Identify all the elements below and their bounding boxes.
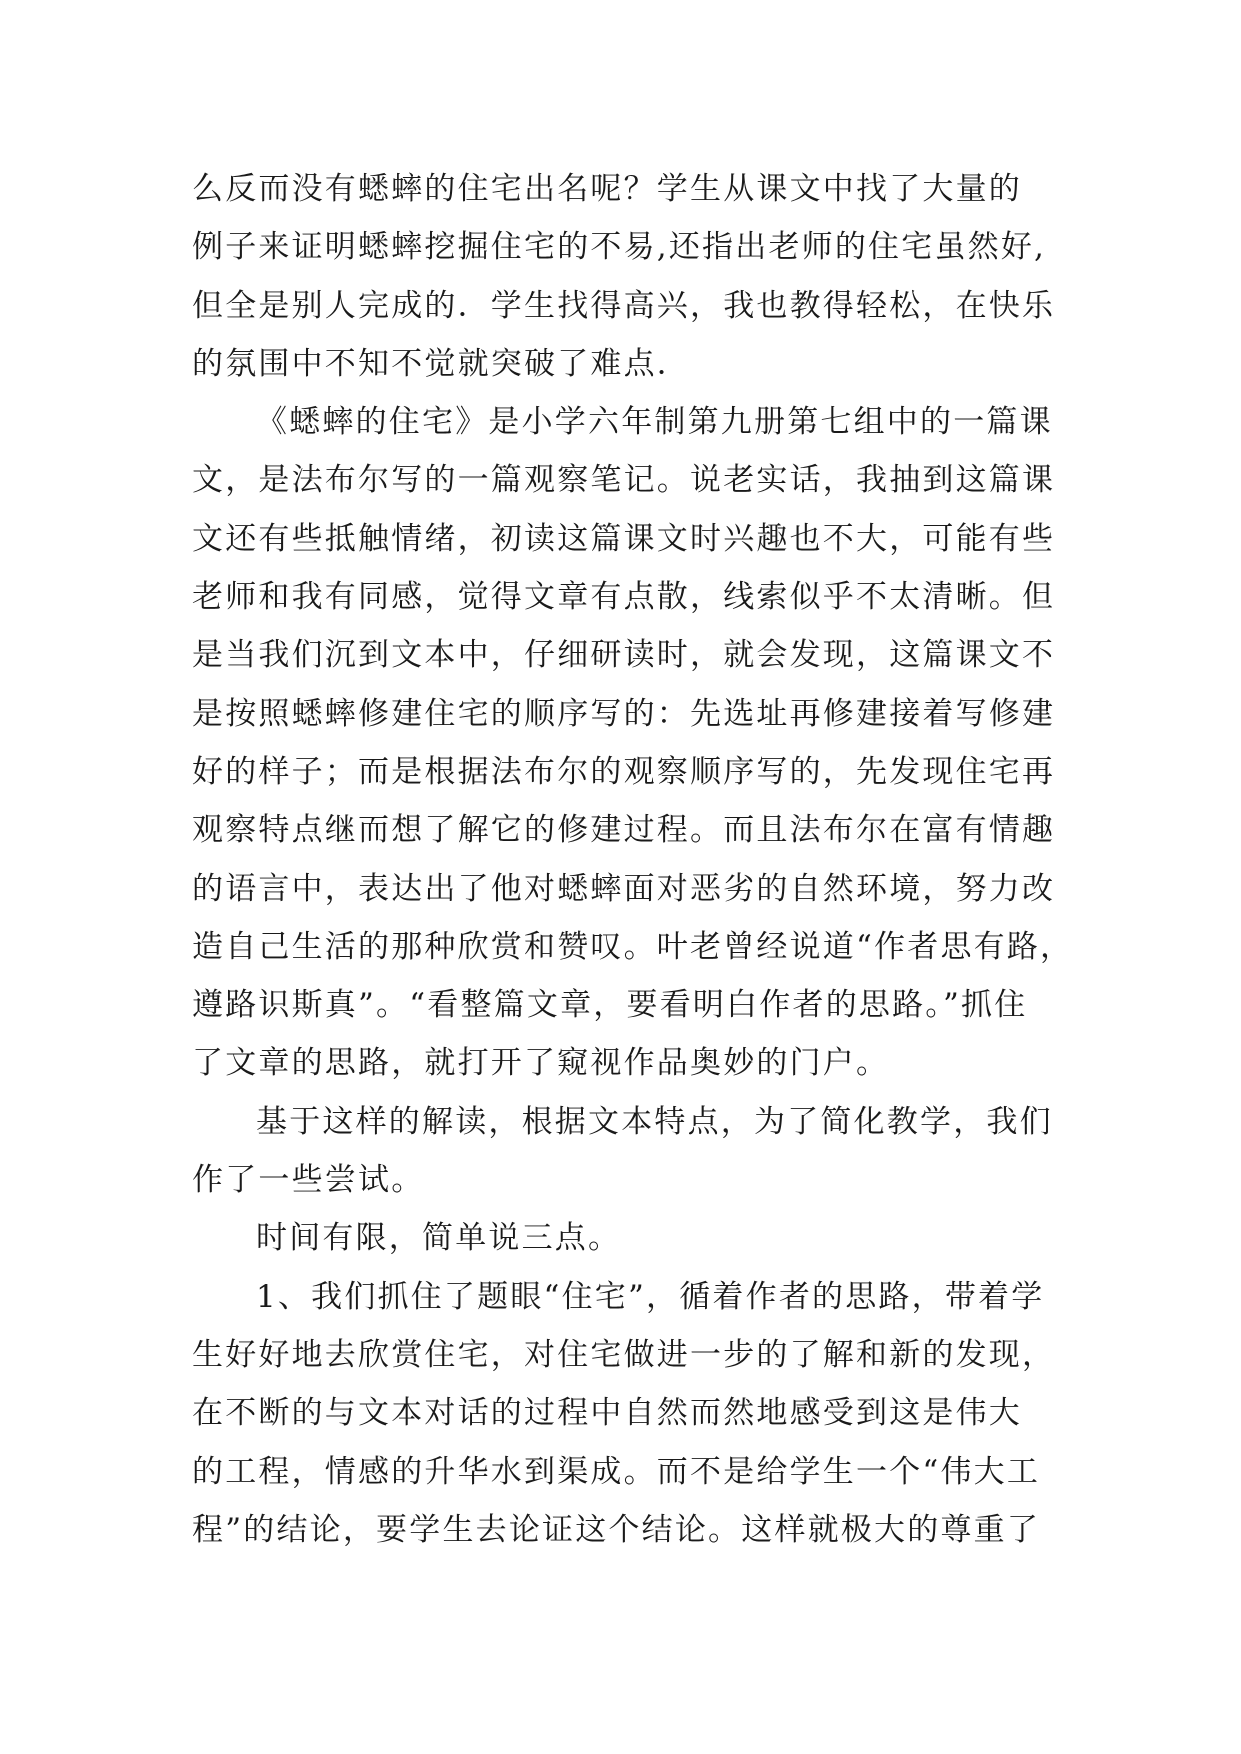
text-line: 的语言中，表达出了他对蟋蟀面对恶劣的自然环境，努力改 xyxy=(192,870,1056,907)
text-line: 是按照蟋蟀修建住宅的顺序写的：先选址再修建接着写修建 xyxy=(192,695,1056,732)
text-line: 了文章的思路，就打开了窥视作品奥妙的门户。 xyxy=(192,1045,890,1082)
text-line: 文，是法布尔写的一篇观察笔记。说老实话，我抽到这篇课 xyxy=(192,462,1056,499)
text-line: 例子来证明蟋蟀挖掘住宅的不易,还指出老师的住宅虽然好, xyxy=(192,229,1047,266)
text-line: 1、我们抓住了题眼“住宅”，循着作者的思路，带着学 xyxy=(256,1278,1045,1315)
text-line: 在不断的与文本对话的过程中自然而然地感受到这是伟大 xyxy=(192,1395,1022,1432)
text-line: 的氛围中不知不觉就突破了难点． xyxy=(192,345,690,382)
text-line: 作了一些尝试。 xyxy=(192,1162,425,1199)
text-line: 生好好地去欣赏住宅，对住宅做进一步的了解和新的发现， xyxy=(192,1336,1056,1373)
text-line: 观察特点继而想了解它的修建过程。而且法布尔在富有情趣 xyxy=(192,812,1056,849)
text-line: 造自己生活的那种欣赏和赞叹。叶老曾经说道“作者思有路， xyxy=(192,928,1074,965)
text-line: 好的样子；而是根据法布尔的观察顺序写的，先发现住宅再 xyxy=(192,753,1056,790)
text-line: 么反而没有蟋蟀的住宅出名呢？学生从课文中找了大量的 xyxy=(192,171,1022,207)
text-line: 文还有些抵触情绪，初读这篇课文时兴趣也不大，可能有些 xyxy=(192,520,1056,557)
text-line: 程”的结论，要学生去论证这个结论。这样就极大的尊重了 xyxy=(192,1511,1041,1548)
body-text xyxy=(192,160,1092,1559)
text-line: 但全是别人完成的．学生找得高兴，我也教得轻松，在快乐 xyxy=(192,287,1056,324)
text-line: 时间有限，简单说三点。 xyxy=(256,1220,622,1257)
text-line: 老师和我有同感，觉得文章有点散，线索似乎不太清晰。但 xyxy=(192,579,1056,616)
text-line: 是当我们沉到文本中，仔细研读时，就会发现，这篇课文不 xyxy=(192,637,1056,674)
text-line: 《蟋蟀的住宅》是小学六年制第九册第七组中的一篇课 xyxy=(256,404,1053,441)
text-line: 基于这样的解读，根据文本特点，为了简化教学，我们 xyxy=(256,1103,1053,1140)
text-line: 遵路识斯真”。“看整篇文章，要看明白作者的思路。”抓住 xyxy=(192,987,1028,1024)
text-line: 的工程，情感的升华水到渠成。而不是给学生一个“伟大工 xyxy=(192,1453,1041,1490)
